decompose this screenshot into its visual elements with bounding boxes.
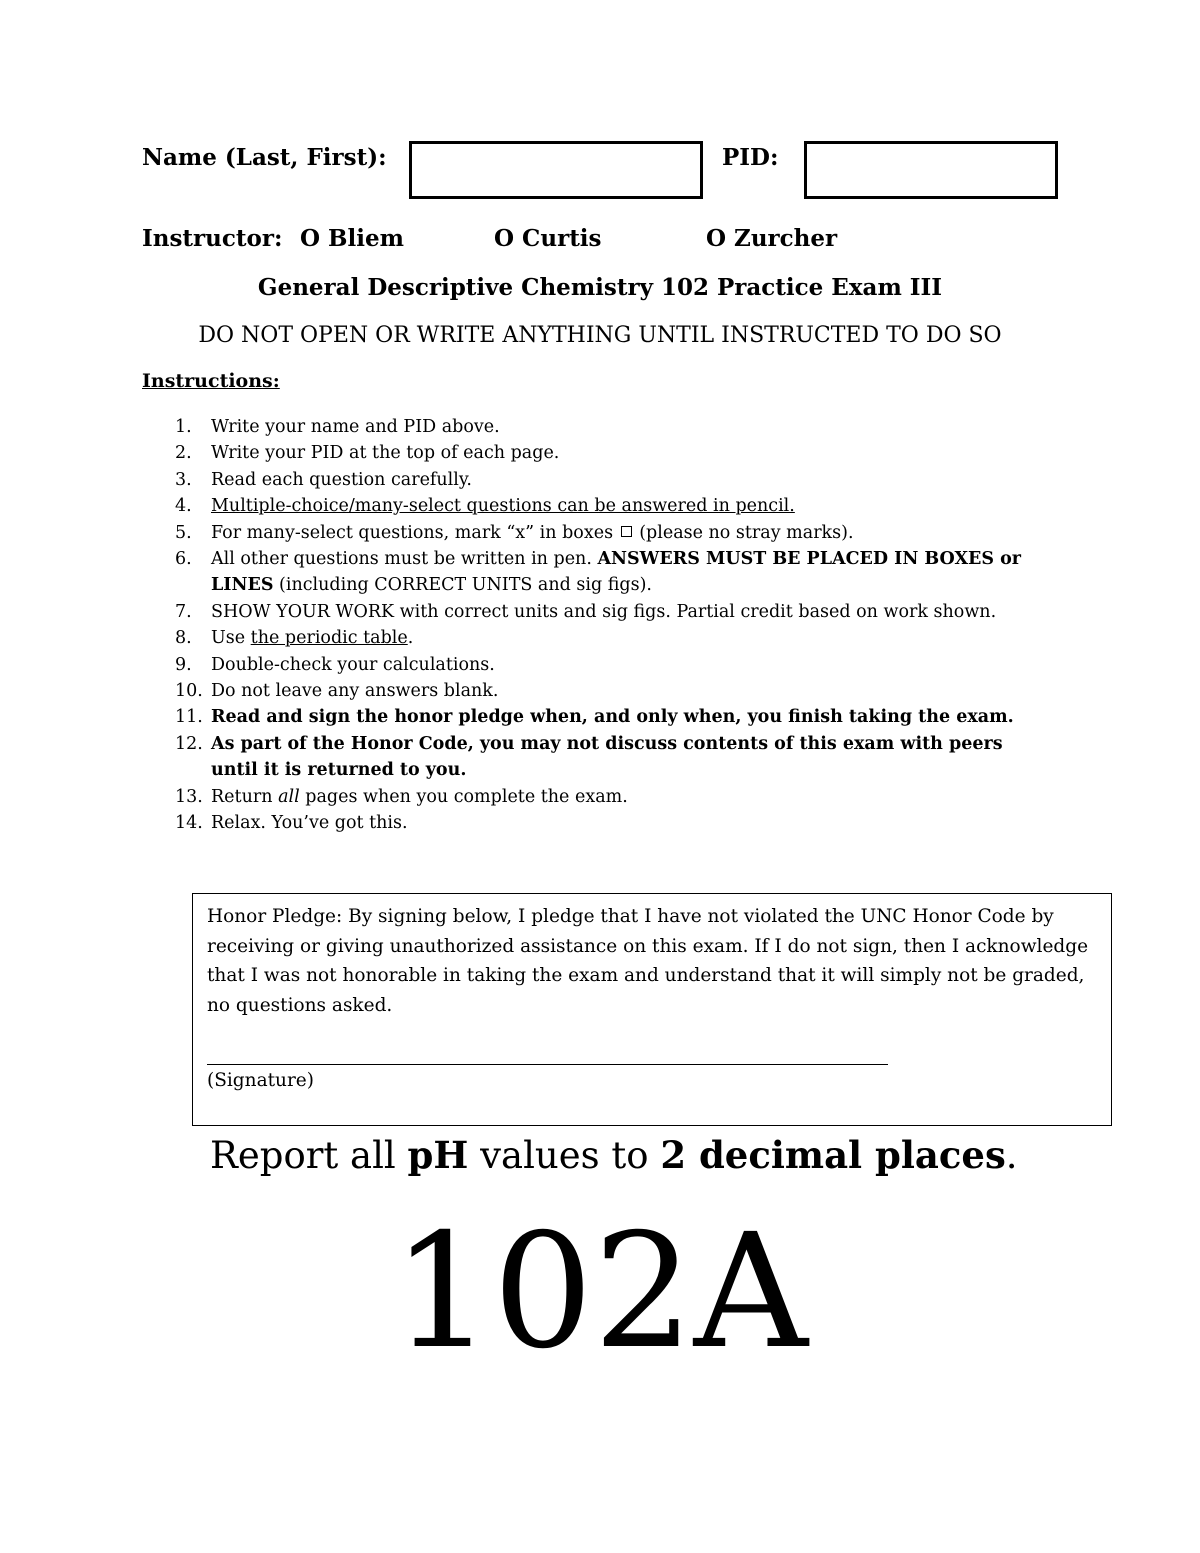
list-item: 14. Relax. You’ve got this. [175,813,408,834]
periodic-table-link[interactable]: the periodic table [250,628,408,649]
list-item: 12. As part of the Honor Code, you may not discuss contents of this exam with peers until it is returned to you. [175,733,1003,781]
list-item: 7. SHOW YOUR WORK with correct units and sig figs. Partial credit based on work shown. [175,601,997,622]
honor-pledge-text: Honor Pledge: By signing below, I pledge that I have not violated the UNC Honor Code by receiving or giving unauthorized assistance on this exam. If I do not sign, then I acknowledge that I was not honorable in taking the exam and understand that it will simply not be graded, no questions asked. [207,906,1089,1016]
list-item: 11. Read and sign the honor pledge when, and only when, you finish taking the exam. [175,707,1014,728]
list-item: 9. Double-check your calculations. [175,654,495,675]
instructions-heading: Instructions: [142,370,280,392]
list-item: 3. Read each question carefully. [175,469,472,490]
name-label: Name (Last, First): [142,144,387,171]
list-item: 5. For many-select questions, mark “x” in boxes (please no stray marks). [175,522,854,543]
list-item: 2. Write your PID at the top of each page. [175,443,560,464]
report-note: Report all pH values to 2 decimal places. [210,1133,1018,1177]
instructor-option-zurcher[interactable]: O Zurcher [706,225,838,252]
warning-text: DO NOT OPEN OR WRITE ANYTHING UNTIL INSTRUCTED TO DO SO [198,323,1002,348]
instructions-list [175,414,1055,837]
instructor-option-curtis[interactable]: O Curtis [494,225,602,252]
pid-label: PID: [722,144,779,171]
list-item: 6. All other questions must be written in pen. ANSWERS MUST BE PLACED IN BOXES or LINES (including CORRECT UNITS and sig figs). [175,549,1021,596]
list-item: 8. Use the periodic table. [175,628,414,649]
signature-label: (Signature) [207,1070,314,1091]
exam-version-code: 102A [392,1200,808,1384]
list-item: 1. Write your name and PID above. [175,417,500,437]
list-item: 10. Do not leave any answers blank. [175,681,499,702]
instructor-option-bliem[interactable]: O Bliem [300,225,404,252]
list-item: 4. Multiple-choice/many-select questions can be answered in pencil. [175,496,795,517]
exam-title: General Descriptive Chemistry 102 Practice Exam III [257,274,943,301]
checkbox-square-icon [621,526,632,537]
name-field[interactable] [409,141,703,199]
instructor-label: Instructor: [142,225,283,252]
signature-line[interactable] [207,1064,888,1065]
pid-field[interactable] [804,141,1058,199]
list-item: 13. Return all pages when you complete the exam. [175,786,628,807]
